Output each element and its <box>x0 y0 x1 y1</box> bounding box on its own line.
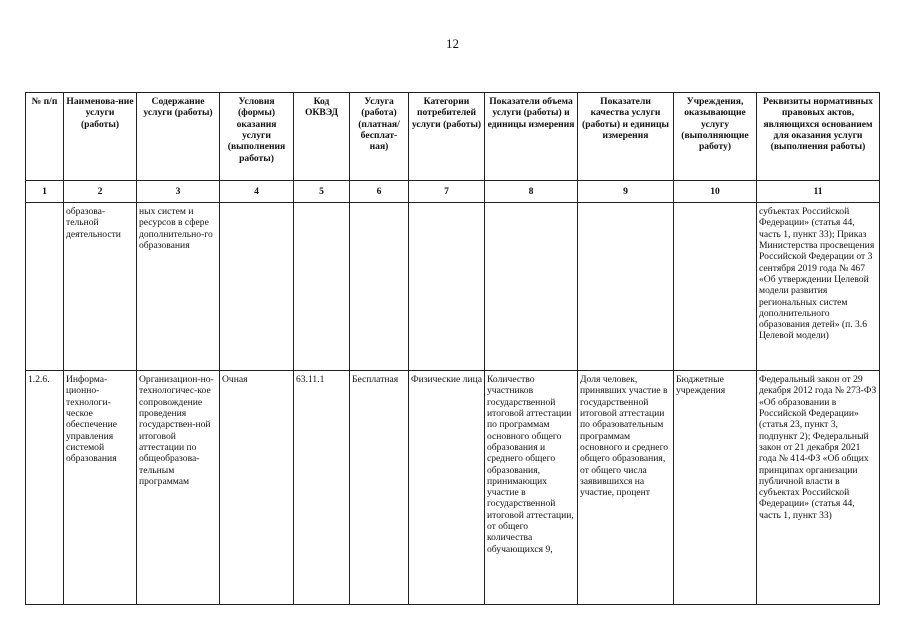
table-cell <box>578 203 674 371</box>
table-cell: ных систем и ресурсов в сфере дополнительно-го образования <box>137 203 220 371</box>
header-cell-legal-acts: Реквизиты нормативных правовых актов, являющихся основанием для оказания услуги (выполнения работы) <box>757 93 880 181</box>
column-number: 6 <box>350 181 409 203</box>
table-cell: Количество участников государственной итоговой аттестации по программам основного общего образования и среднего общего образования, принимающих участие в государственной итоговой аттестации, от общего количества обучающихся 9, <box>485 371 578 605</box>
header-cell-service-name: Наименова-ние услуги (работы) <box>64 93 137 181</box>
column-number: 11 <box>757 181 880 203</box>
column-number: 9 <box>578 181 674 203</box>
column-number: 1 <box>26 181 64 203</box>
column-number: 2 <box>64 181 137 203</box>
column-number-row <box>26 181 880 203</box>
header-cell-quality: Показатели качества услуги (работы) и единицы измерения <box>578 93 674 181</box>
page-number: 12 <box>446 36 459 51</box>
header-cell-okved: Код ОКВЭД <box>294 93 350 181</box>
column-number: 3 <box>137 181 220 203</box>
table-cell: Бюджетные учреждения <box>674 371 757 605</box>
column-number: 10 <box>674 181 757 203</box>
column-number: 5 <box>294 181 350 203</box>
header-row <box>26 93 880 181</box>
column-number: 4 <box>220 181 294 203</box>
table-cell <box>294 203 350 371</box>
table-cell: Бесплатная <box>350 371 409 605</box>
table-cell: образова-тельной деятельности <box>64 203 137 371</box>
header-cell-number: № п/п <box>26 93 64 181</box>
table-cell <box>485 203 578 371</box>
column-number: 8 <box>485 181 578 203</box>
table-cell: 63.11.1 <box>294 371 350 605</box>
table-cell <box>26 203 64 371</box>
header-cell-volume: Показатели объема услуги (работы) и единицы измерения <box>485 93 578 181</box>
table-cell: Информа-ционно-технологи-ческое обеспечение управления системой образования <box>64 371 137 605</box>
table-cell: 1.2.6. <box>26 371 64 605</box>
header-cell-institutions: Учреждения, оказывающие услугу (выполняющие работу) <box>674 93 757 181</box>
table-cell <box>350 203 409 371</box>
header-cell-paid-free: Услуга (работа) (платная/ бесплат-ная) <box>350 93 409 181</box>
table-cell: Федеральный закон от 29 декабря 2012 года № 273-ФЗ «Об образовании в Российской Федерации» (статья 23, пункт 3, подпункт 2); Федеральный закон от 21 декабря 2021 года № 414-ФЗ «Об общих принципах организации публичной власти в субъектах Российской Федерации» (статья 44, часть 1, пункт 33) <box>757 371 880 605</box>
table-row <box>26 371 880 605</box>
table-cell <box>220 203 294 371</box>
header-cell-content: Содержание услуги (работы) <box>137 93 220 181</box>
header-cell-consumers: Категории потребителей услуги (работы) <box>409 93 485 181</box>
table-cell <box>409 203 485 371</box>
header-cell-conditions: Условия (формы) оказания услуги (выполнения работы) <box>220 93 294 181</box>
table-cell: Очная <box>220 371 294 605</box>
table-cell <box>674 203 757 371</box>
services-table <box>25 92 880 605</box>
table-cell: субъектах Российской Федерации» (статья 44, часть 1, пункт 33); Приказ Министерства просвещения Российской Федерации от 3 сентября 2019 года № 467 «Об утверждении Целевой модели развития региональных систем дополнительного образования детей» (п. 3.6 Целевой модели) <box>757 203 880 371</box>
table-row <box>26 203 880 371</box>
column-number: 7 <box>409 181 485 203</box>
table-cell: Физические лица <box>409 371 485 605</box>
table-cell: Организацион-но-технологичес-кое сопровождение проведения государствен-ной итоговой аттестации по общеобразова-тельным программам <box>137 371 220 605</box>
table-cell: Доля человек, принявших участие в государственной итоговой аттестации по образовательным программам основного и среднего общего образования, от общего числа заявившихся на участие, процент <box>578 371 674 605</box>
